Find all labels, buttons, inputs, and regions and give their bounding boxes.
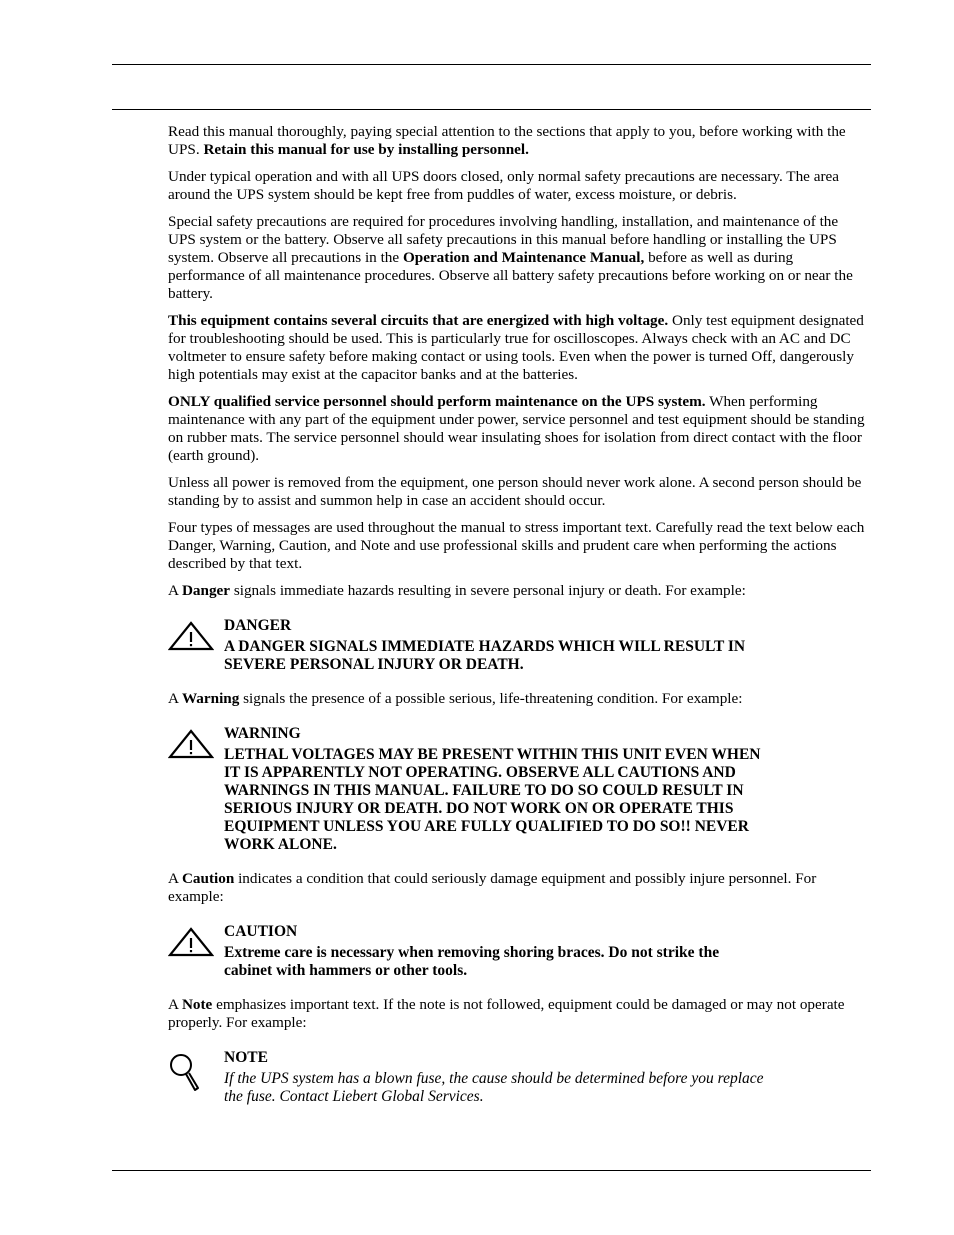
danger-body: A DANGER SIGNALS IMMEDIATE HAZARDS WHICH WILL RESULT IN SEVERE PERSONAL INJURY OR DEATH. [224,638,746,673]
caution-message [168,923,868,980]
document-body [168,123,868,1122]
caution-body: Extreme care is necessary when removing shoring braces. Do not strike the cabinet with hammers or other tools. [224,944,720,979]
note-message [168,1049,868,1106]
warning-message [168,725,868,854]
paragraph-4: This equipment contains several circuits that are energized with high voltage. Only test equipment designated for troubleshooting should be used. This is particularly true for oscilloscopes. Always check with an AC and DC voltmeter to ensure safety before making contact or using tools. Even when the power is turned Off, dangerously high potentials may exist at the capacitor banks and at the batteries. [168,312,864,383]
danger-intro: A Danger signals immediate hazards resulting in severe personal injury or death. For example: [168,582,746,599]
paragraph-2: Under typical operation and with all UPS doors closed, only normal safety precautions are necessary. The area around the UPS system should be kept free from puddles of water, excess moisture, or debris. [168,168,839,203]
caution-intro: A Caution indicates a condition that could seriously damage equipment and possibly injure personnel. For example: [168,870,817,905]
paragraph-5: ONLY qualified service personnel should perform maintenance on the UPS system. When performing maintenance with any part of the equipment under power, service personnel and test equipment should be standing on rubber mats. The service personnel should wear insulating shoes for isolation from direct contact with the floor (earth ground). [168,393,865,464]
warning-body: LETHAL VOLTAGES MAY BE PRESENT WITHIN THIS UNIT EVEN WHEN IT IS APPARENTLY NOT OPERATING. OBSERVE ALL CAUTIONS AND WARNINGS IN THIS MANUAL. FAILURE TO DO SO COULD RESULT IN SERIOUS INJURY OR DEATH. DO NOT WORK ON OR OPERATE THIS EQUIPMENT UNLESS YOU ARE FULLY QUALIFIED TO DO SO!! NEVER WORK ALONE. [224,746,761,853]
danger-title: DANGER [224,617,292,634]
warning-triangle-icon [168,729,214,759]
footer-rule [112,1170,871,1171]
warning-triangle-icon [168,927,214,957]
warning-triangle-icon [168,621,214,651]
note-title: NOTE [224,1049,268,1066]
note-body: If the UPS system has a blown fuse, the cause should be determined before you replace the fuse. Contact Liebert Global Services. [224,1070,764,1105]
magnifier-icon [168,1053,214,1093]
note-intro: A Note emphasizes important text. If the note is not followed, equipment could be damaged or may not operate properly. For example: [168,996,845,1031]
paragraph-1: Read this manual thoroughly, paying special attention to the sections that apply to you, before working with the UPS. Retain this manual for use by installing personnel. [168,123,846,158]
paragraph-3: Special safety precautions are required for procedures involving handling, installation, and maintenance of the UPS system or the battery. Observe all safety precautions in this manual before handling or installing the UPS system. Observe all precautions in the Operation and Maintenance Manual, before as well as during performance of all maintenance procedures. Observe all battery safety precautions before working on or near the battery. [168,213,853,302]
paragraph-6: Unless all power is removed from the equipment, one person should never work alone. A second person should be standing by to assist and summon help in case an accident should occur. [168,474,862,509]
warning-intro: A Warning signals the presence of a possible serious, life-threatening condition. For example: [168,690,743,707]
header-rule-top [112,64,871,65]
caution-title: CAUTION [224,923,298,940]
header-rule-bottom [112,109,871,110]
danger-message [168,617,868,674]
warning-title: WARNING [224,725,301,742]
paragraph-7: Four types of messages are used throughout the manual to stress important text. Carefully read the text below each Danger, Warning, Caution, and Note and use professional skills and prudent care when performing the actions described by that text. [168,519,865,572]
